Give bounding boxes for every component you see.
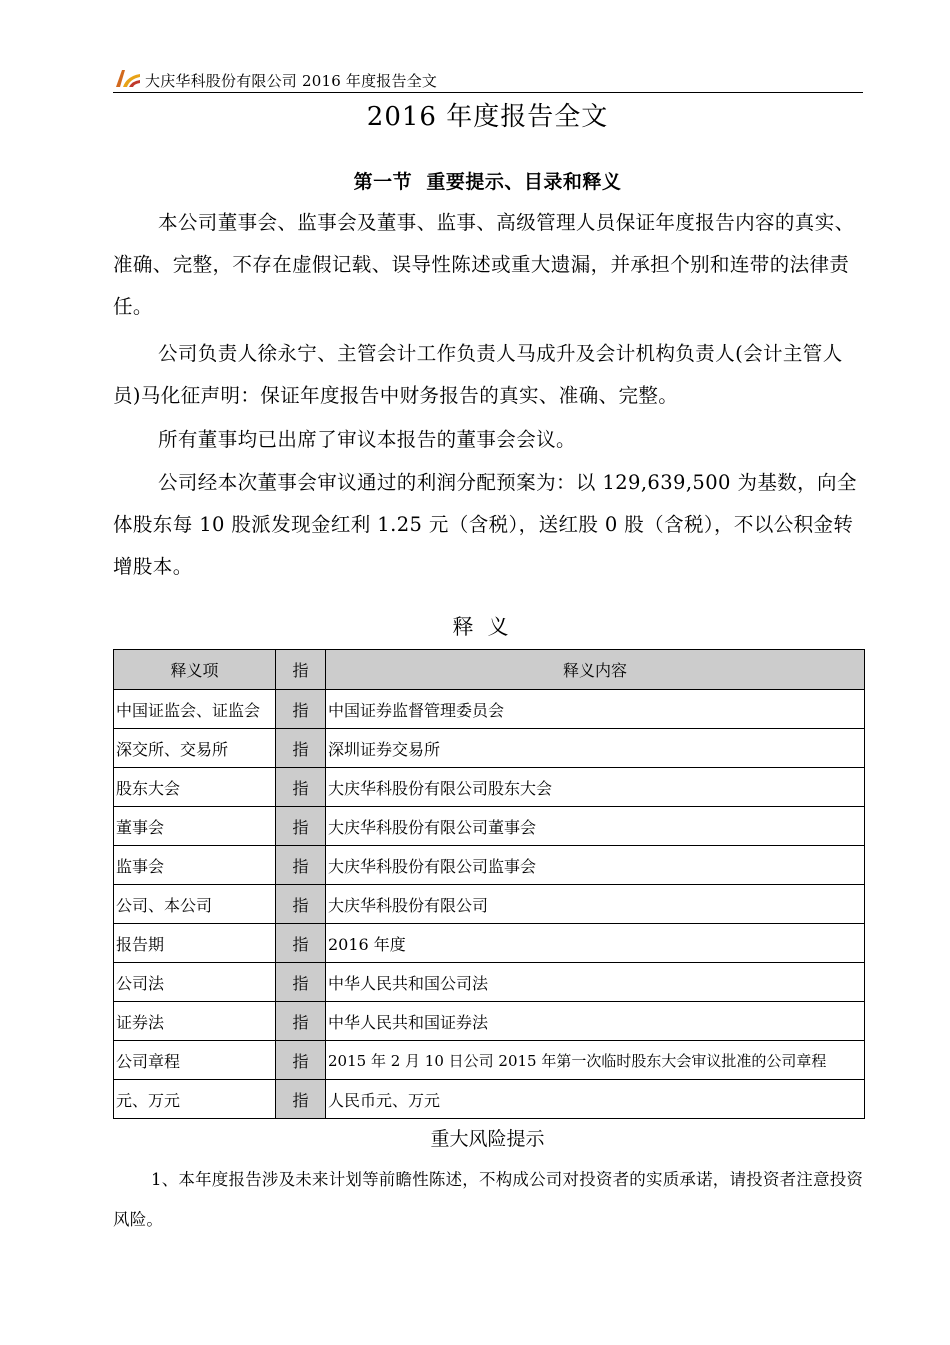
page-header	[113, 64, 863, 93]
table-row	[114, 1080, 865, 1119]
table-row	[114, 885, 865, 924]
section-title: 第一节 重要提示、目录和释义	[353, 171, 622, 193]
meaning-cell: 2016 年度	[326, 924, 865, 963]
header-refers: 指	[276, 650, 326, 690]
paragraph-declaration: 公司负责人徐永宁、主管会计工作负责人马成升及会计机构负责人(会计主管人员)马化征声明：保证年度报告中财务报告的真实、准确、完整。	[113, 342, 843, 407]
term-cell: 公司章程	[114, 1041, 276, 1080]
paragraph-attendance: 所有董事均已出席了审议本报告的董事会会议。	[158, 428, 576, 451]
table-row	[114, 924, 865, 963]
table-row	[114, 1002, 865, 1041]
definitions-table	[113, 649, 865, 1119]
term-cell: 公司、本公司	[114, 885, 276, 924]
term-cell: 元、万元	[114, 1080, 276, 1119]
risk-paragraph: 1、本年度报告涉及未来计划等前瞻性陈述，不构成公司对投资者的实质承诺，请投资者注意投资风险。	[113, 1170, 864, 1229]
refers-cell: 指	[276, 768, 326, 807]
refers-cell: 指	[276, 1080, 326, 1119]
meaning-cell: 2015 年 2 月 10 日公司 2015 年第一次临时股东大会审议批准的公司章程	[326, 1041, 865, 1080]
meaning-cell: 人民币元、万元	[326, 1080, 865, 1119]
table-row	[114, 807, 865, 846]
refers-cell: 指	[276, 729, 326, 768]
term-cell: 中国证监会、证监会	[114, 690, 276, 729]
header-term: 释义项	[114, 650, 276, 690]
header-meaning: 释义内容	[326, 650, 865, 690]
table-row	[114, 963, 865, 1002]
term-cell: 报告期	[114, 924, 276, 963]
meaning-cell: 大庆华科股份有限公司董事会	[326, 807, 865, 846]
table-row	[114, 768, 865, 807]
refers-cell: 指	[276, 885, 326, 924]
meaning-cell: 深圳证券交易所	[326, 729, 865, 768]
refers-cell: 指	[276, 963, 326, 1002]
refers-cell: 指	[276, 1002, 326, 1041]
table-row	[114, 729, 865, 768]
table-row	[114, 846, 865, 885]
meaning-cell: 大庆华科股份有限公司股东大会	[326, 768, 865, 807]
table-row	[114, 690, 865, 729]
term-cell: 监事会	[114, 846, 276, 885]
refers-cell: 指	[276, 690, 326, 729]
header-title: 大庆华科股份有限公司 2016 年度报告全文	[145, 72, 438, 90]
paragraph-statement: 本公司董事会、监事会及董事、监事、高级管理人员保证年度报告内容的真实、准确、完整，不存在虚假记载、误导性陈述或重大遗漏，并承担个别和连带的法律责任。	[113, 211, 855, 318]
meaning-cell: 大庆华科股份有限公司监事会	[326, 846, 865, 885]
report-title: 2016 年度报告全文	[366, 102, 609, 132]
table-header-row	[114, 650, 865, 690]
risk-title: 重大风险提示	[430, 1128, 545, 1150]
refers-cell: 指	[276, 807, 326, 846]
meaning-cell: 中华人民共和国证券法	[326, 1002, 865, 1041]
term-cell: 董事会	[114, 807, 276, 846]
refers-cell: 指	[276, 924, 326, 963]
paragraph-profit-distribution: 公司经本次董事会审议通过的利润分配预案为：以 129,639,500 为基数，向全体股东每 10 股派发现金红利 1.25 元（含税），送红股 0 股（含税），不以公积金转增股本。	[113, 471, 857, 578]
term-cell: 股东大会	[114, 768, 276, 807]
meaning-cell: 中国证券监督管理委员会	[326, 690, 865, 729]
company-logo-icon	[115, 68, 141, 88]
meaning-cell: 中华人民共和国公司法	[326, 963, 865, 1002]
refers-cell: 指	[276, 846, 326, 885]
term-cell: 深交所、交易所	[114, 729, 276, 768]
definitions-title: 释义	[452, 615, 523, 639]
table-row	[114, 1041, 865, 1080]
meaning-cell: 大庆华科股份有限公司	[326, 885, 865, 924]
term-cell: 证券法	[114, 1002, 276, 1041]
term-cell: 公司法	[114, 963, 276, 1002]
refers-cell: 指	[276, 1041, 326, 1080]
